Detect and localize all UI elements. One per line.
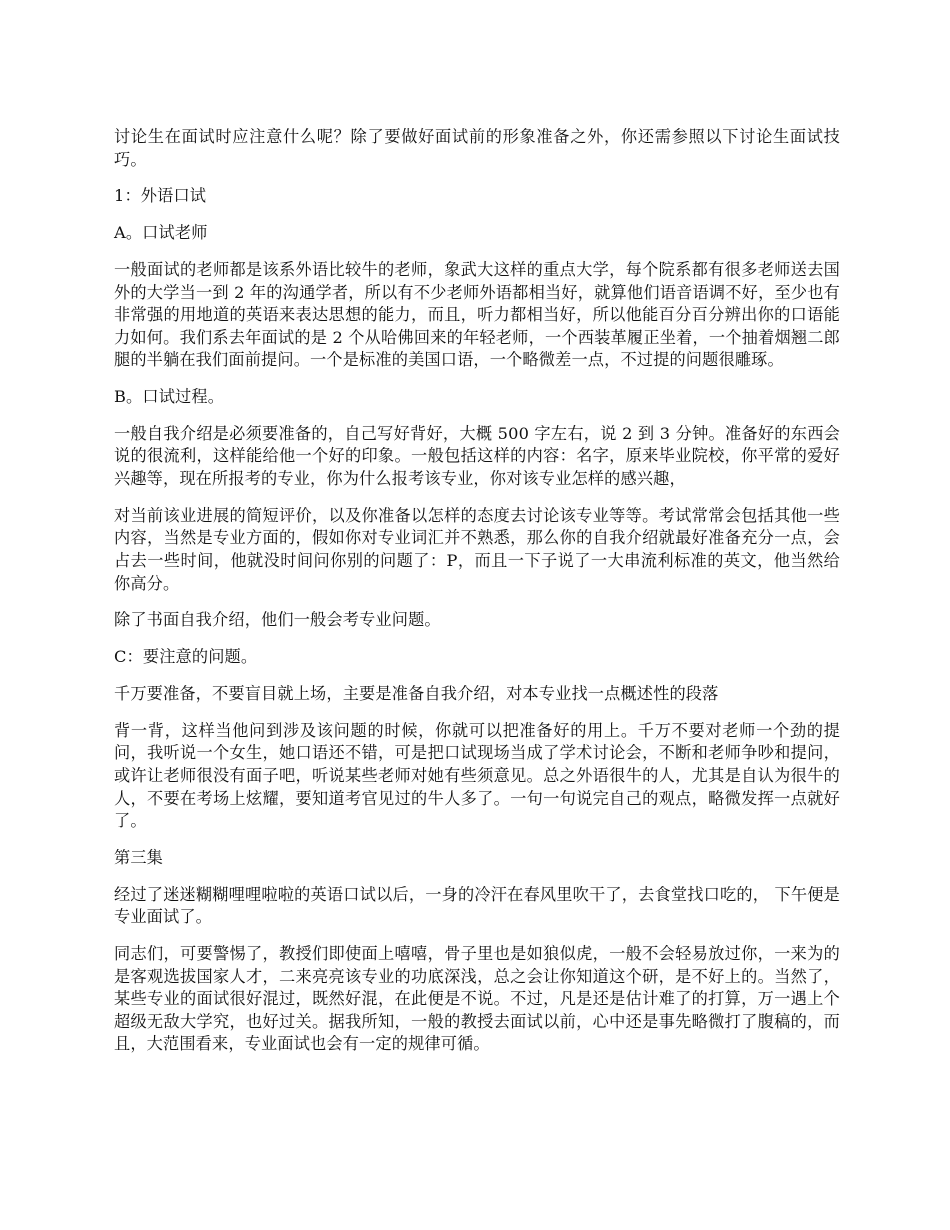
afternoon-interview-paragraph: 经过了迷迷糊糊哩哩啦啦的英语口试以后，一身的冷汗在春风里吹干了，去食堂找口吃的， 下午便是专业面试了。	[114, 884, 840, 927]
self-intro-paragraph: 一般自我介绍是必须要准备的，自己写好背好，大概 500 字左右，说 2 到 3 分钟。准备好的东西会说的很流利，这样能给他一个好的印象。一般包括这样的内容：名字，原来毕业院校，你平常的爱好兴趣等，现在所报考的专业，你为什么报考该专业，你对该专业怎样的感兴趣，	[114, 423, 840, 489]
examiners-paragraph: 一般面试的老师都是该系外语比较牛的老师，象武大这样的重点大学，每个院系都有很多老师送去国外的大学当一到 2 年的沟通学者，所以有不少老师外语都相当好，就算他们语音语调不好，至少也有非常强的用地道的英语来表达思想的能力，而且，听力都相当好，所以他能百分百分辨出你的口语能力如何。我们系去年面试的是 2 个从哈佛回来的年轻老师，一个西装革履正坐着，一个抽着烟翘二郎腿的半躺在我们面前提问。一个是标准的美国口语，一个略微差一点，不过提的问题很雕琢。	[114, 259, 840, 370]
section-heading-oral-exam: 1：外语口试	[114, 186, 207, 206]
subheading-notes: C：要注意的问题。	[114, 647, 258, 667]
self-intro-continued-paragraph: 对当前该业进展的简短评价，以及你准备以怎样的态度去讨论该专业等等。考试常常会包括其他一些内容，当然是专业方面的，假如你对专业词汇并不熟悉，那么你的自我介绍就最好准备充分一点，会占去一些时间，他就没时间问你别的问题了：P，而且一下子说了一大串流利标准的英文，他当然给你高分。	[114, 505, 840, 593]
preparation-paragraph: 千万要准备，不要盲目就上场，主要是准备自我介绍，对本专业找一点概述性的段落	[114, 683, 719, 703]
advice-paragraph: 背一背，这样当他问到涉及该问题的时候，你就可以把准备好的用上。千万不要对老师一个劲的提问，我听说一个女生，她口语还不错，可是把口试现场当成了学术讨论会，不断和老师争吵和提问，或许让老师很没有面子吧，听说某些老师对她有些须意见。总之外语很牛的人，尤其是自认为很牛的人，不要在考场上炫耀，要知道考官见过的牛人多了。一句一句说完自己的观点，略微发挥一点就好了。	[114, 720, 840, 831]
professional-questions-paragraph: 除了书面自我介绍，他们一般会考专业问题。	[114, 610, 441, 630]
document-body	[114, 126, 840, 1070]
warning-paragraph: 同志们，可要警惕了，教授们即使面上嘻嘻，骨子里也是如狼似虎，一般不会轻易放过你，一来为的是客观选拔国家人才，二来亮亮该专业的功底深浅，总之会让你知道这个研，是不好上的。当然了，某些专业的面试很好混过，既然好混，在此便是不说。不过，凡是还是估计难了的打算，万一遇上个超级无敌大学究，也好过关。据我所知，一般的教授去面试以前，心中还是事先略微打了腹稿的，而且，大范围看来，专业面试也会有一定的规律可循。	[114, 944, 840, 1054]
section-heading-episode-three: 第三集	[114, 847, 164, 867]
subheading-examiners: A。口试老师	[114, 223, 208, 243]
intro-paragraph: 讨论生在面试时应注意什么呢？除了要做好面试前的形象准备之外，你还需参照以下讨论生面试技巧。	[114, 127, 840, 169]
subheading-exam-process: B。口试过程。	[114, 387, 225, 407]
